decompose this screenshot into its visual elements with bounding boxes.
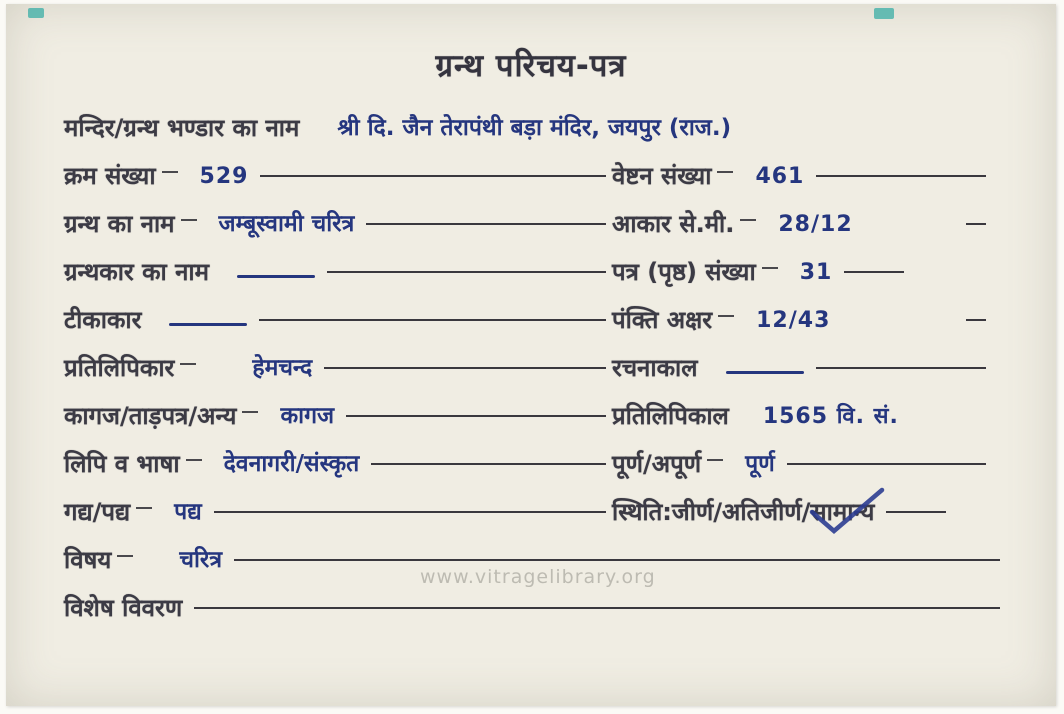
field-material-label: कागज/ताड़पत्र/अन्य: [64, 402, 237, 430]
rule-line: [234, 559, 1000, 561]
row-material-copydate: [64, 386, 1006, 434]
field-subject-value: चरित्र: [179, 547, 223, 573]
rule-line: [366, 223, 606, 225]
field-script-value: देवनागरी/संस्कृत: [223, 451, 360, 477]
field-complete-value: पूर्ण: [745, 451, 775, 477]
rule-line: [787, 463, 986, 465]
field-bookname-label: ग्रन्थ का नाम: [64, 210, 175, 238]
rule-dash: [718, 315, 734, 317]
page-title: ग्रन्थ परिचय-पत्र: [435, 48, 627, 84]
field-condition-marked-option: सामान्य: [810, 500, 874, 530]
rule-line: [816, 367, 986, 369]
rule-dash: [762, 267, 778, 269]
row-bookname-size: [64, 194, 1006, 242]
rule-line: [327, 271, 606, 273]
field-author-label: ग्रन्थकार का नाम: [64, 258, 209, 286]
rule-dash: [117, 555, 133, 557]
rule-line: [324, 367, 606, 369]
blank-dash-mark: [169, 323, 247, 326]
field-prose-value: पद्य: [174, 499, 202, 525]
catalog-form: [6, 100, 1056, 626]
field-commentator-label: टीकाकार: [64, 306, 142, 334]
field-bhandar-value: श्री दि. जैन तेरापंथी बड़ा मंदिर, जयपुर (राज.): [337, 115, 732, 141]
rule-dash: [186, 459, 202, 461]
rule-line: [844, 271, 904, 273]
field-bookname-value: जम्बूस्वामी चरित्र: [218, 211, 355, 237]
rule-line: [259, 319, 606, 321]
blank-dash-mark: [237, 275, 315, 278]
field-copydate-value: 1565 वि. सं.: [762, 404, 899, 429]
field-material-value: कागज: [280, 403, 335, 429]
rule-line: [346, 415, 606, 417]
scan-artifact: [874, 8, 894, 19]
field-script-label: लिपि व भाषा: [64, 450, 180, 478]
rule-dash: [136, 507, 152, 509]
field-subject-label: विषय: [64, 546, 112, 574]
field-composition-label: रचनाकाल: [612, 354, 698, 382]
field-bhandar-label: मन्दिर/ग्रन्थ भण्डार का नाम: [64, 114, 300, 142]
rule-dash: [242, 411, 258, 413]
field-scribe-value: हेमचन्द: [252, 355, 313, 381]
catalog-card: [6, 4, 1056, 706]
field-lines-label: पंक्ति अक्षर: [612, 306, 713, 334]
row-bhandar-name: [64, 100, 1006, 146]
field-lines-value: 12/43: [756, 308, 831, 333]
row-script-complete: [64, 434, 1006, 482]
rule-line: [371, 463, 606, 465]
rule-dash: [886, 511, 946, 513]
row-author-pages: [64, 242, 1006, 290]
field-copydate-label: प्रतिलिपिकाल: [612, 402, 729, 430]
field-bundle-label: वेष्टन संख्या: [612, 162, 712, 190]
row-scribe-composition: [64, 338, 1006, 386]
field-pages-value: 31: [799, 260, 833, 285]
row-prose-condition: [64, 482, 1006, 530]
field-complete-label: पूर्ण/अपूर्ण: [612, 450, 702, 478]
field-prose-label: गद्य/पद्य: [64, 498, 131, 526]
field-size-label: आकार से.मी.: [612, 210, 735, 238]
watermark: www.vitragelibrary.org: [420, 566, 656, 588]
rule-line: [214, 511, 606, 513]
rule-dash: [181, 219, 197, 221]
rule-dash: [966, 223, 986, 225]
rule-dash: [707, 459, 723, 461]
field-serial-label: क्रम संख्या: [64, 162, 156, 190]
row-serial-bundle: [64, 146, 1006, 194]
rule-dash: [180, 363, 196, 365]
row-commentator-lines: [64, 290, 1006, 338]
field-pages-label: पत्र (पृष्ठ) संख्या: [612, 258, 756, 286]
rule-line: [260, 175, 606, 177]
rule-line: [816, 175, 986, 177]
rule-dash: [717, 171, 733, 173]
field-special-label: विशेष विवरण: [64, 594, 183, 622]
rule-line: [194, 607, 1000, 609]
field-size-value: 28/12: [778, 212, 853, 237]
rule-dash: [966, 319, 986, 321]
blank-dash-mark: [726, 371, 804, 374]
field-serial-value: 529: [199, 164, 249, 189]
field-condition-label: स्थिति:जीर्ण/अतिजीर्ण/: [612, 498, 811, 526]
rule-dash: [740, 219, 756, 221]
field-scribe-label: प्रतिलिपिकार: [64, 354, 175, 382]
scan-artifact: [28, 8, 44, 18]
field-bundle-value: 461: [755, 164, 805, 189]
rule-dash: [162, 171, 178, 173]
